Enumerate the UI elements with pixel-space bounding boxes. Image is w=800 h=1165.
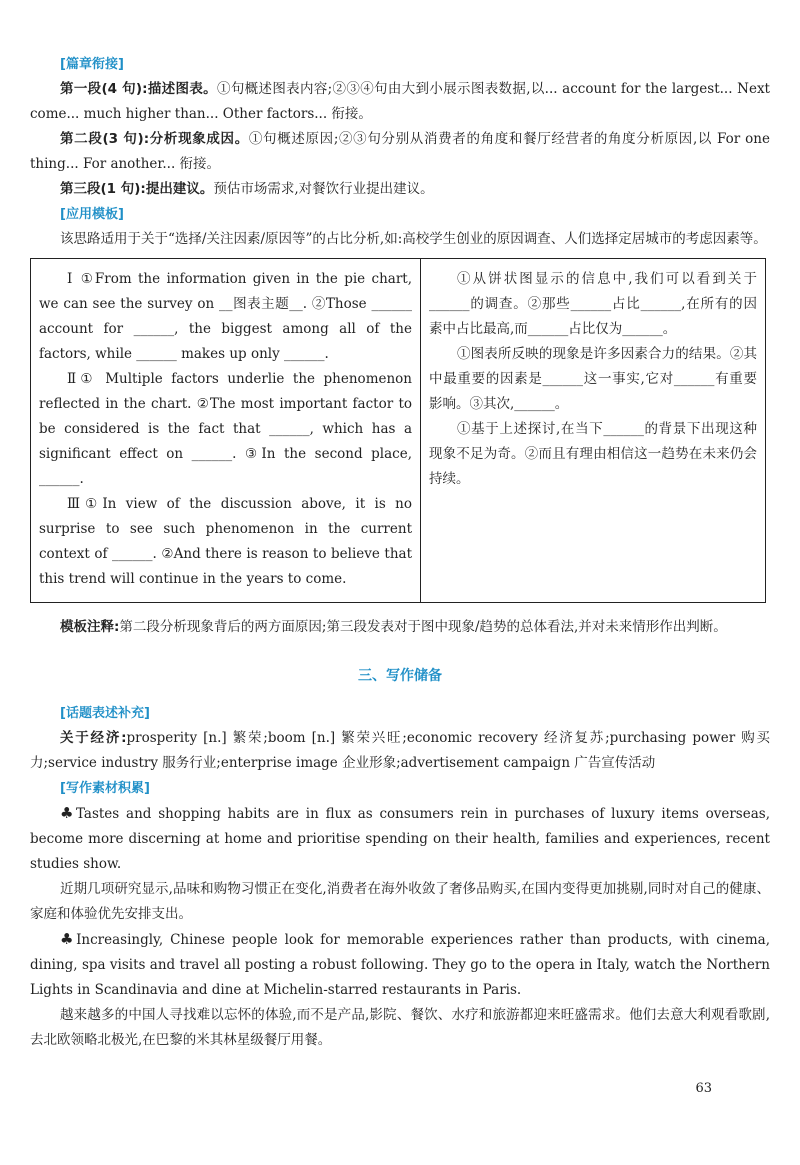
paragraph-3 <box>30 177 770 202</box>
section-tag-topic: [话题表述补充] <box>60 706 150 721</box>
application-intro: 该思路适用于关于“选择/关注因素/原因等”的占比分析,如:高校学生创业的原因调查、人们选择定居城市的考虑因素等。 <box>60 231 767 247</box>
section-tag-application: [应用模板] <box>60 207 124 222</box>
section-tag-material: [写作素材积累] <box>60 781 150 796</box>
paragraph-1 <box>30 77 770 127</box>
template-note-label: 模板注释: <box>60 619 120 635</box>
p3-text: 预估市场需求,对餐饮行业提出建议。 <box>213 181 434 197</box>
template-zh-para-2: ①图表所反映的现象是许多因素合力的结果。②其中最重要的因素是______这一事实,它对______有重要影响。③其次,______。 <box>429 346 757 412</box>
material-item-1-zh: 近期几项研究显示,品味和购物习惯正在变化,消费者在海外收敛了奢侈品购买,在国内变得更加挑剔,同时对自己的健康、家庭和体验优先安排支出。 <box>30 881 770 922</box>
p2-text: ①句概述原因;②③句分别从消费者的角度和餐厅经营者的角度分析原因,以 For one thing... For another... 衔接。 <box>30 131 770 172</box>
material-item-2-zh: 越来越多的中国人寻找难以忘怀的体验,而不是产品,影院、餐饮、水疗和旅游都迎来旺盛需求。他们去意大利观看歌剧,去北欧领略北极光,在巴黎的米其林星级餐厅用餐。 <box>30 1007 770 1048</box>
template-chinese-column <box>421 259 765 602</box>
material-item-1-en: ♣Tastes and shopping habits are in flux as consumers rein in purchases of luxury items overseas, become more discerning at home and prioritise spending on their health, families and experiences, recent studies show. <box>30 804 770 872</box>
template-english-column <box>31 259 421 602</box>
p1-label: 第一段(4 句):描述图表。 <box>60 81 217 97</box>
p3-label: 第三段(1 句):提出建议。 <box>60 181 214 197</box>
template-en-para-1: Ⅰ ①From the information given in the pie chart, we can see the survey on __图表主题__. ②Those ______ account for ______, the biggest among all of the factors, while ______ makes up only ______. <box>39 271 412 362</box>
p1-text: ①句概述图表内容;②③④句由大到小展示图表数据,以... account for the largest... Next come... much higher than... Other factors... 衔接。 <box>30 81 770 122</box>
template-note <box>30 615 770 640</box>
paragraph-2 <box>30 127 770 177</box>
page-number: 63 <box>695 1081 712 1096</box>
template-table <box>30 258 766 603</box>
club-icon: ♣ <box>60 930 77 948</box>
template-en-para-3: Ⅲ①In view of the discussion above, it is no surprise to see such phenomenon in the current context of ______. ②And there is reason to believe that this trend will continue in the years to come. <box>39 496 412 587</box>
section-tag-chapter-link: [篇章衔接] <box>60 57 124 72</box>
p2-label: 第二段(3 句):分析现象成因。 <box>60 131 249 147</box>
page-content <box>30 52 770 1053</box>
topic-paragraph <box>30 726 770 776</box>
material-item-2-en: ♣Increasingly, Chinese people look for memorable experiences rather than products, with cinema, dining, spa visits and travel all posting a robust following. They go to the opera in Italy, watch the Northern Lights in Scandinavia and dine at Michelin-starred restaurants in Paris. <box>30 930 770 998</box>
template-zh-para-1: ①从饼状图显示的信息中,我们可以看到关于______的调查。②那些______占比______,在所有的因素中占比最高,而______占比仅为______。 <box>429 271 757 337</box>
template-zh-para-3: ①基于上述探讨,在当下______的背景下出现这种现象不足为奇。②而且有理由相信这一趋势在未来仍会持续。 <box>429 421 757 487</box>
topic-label: 关于经济: <box>60 730 127 746</box>
section-heading: 三、写作储备 <box>358 668 442 684</box>
topic-text: prosperity [n.] 繁荣;boom [n.] 繁荣兴旺;economic recovery 经济复苏;purchasing power 购买力;service industry 服务行业;enterprise image 企业形象;advertisement campaign 广告宣传活动 <box>30 730 770 771</box>
template-en-para-2: Ⅱ① Multiple factors underlie the phenomenon reflected in the chart. ②The most important factor to be considered is the fact that ______, which has a significant effect on ______. ③In the second place, ______. <box>39 371 412 487</box>
template-note-text: 第二段分析现象背后的两方面原因;第三段发表对于图中现象/趋势的总体看法,并对未来情形作出判断。 <box>119 619 727 635</box>
club-icon: ♣ <box>60 804 76 822</box>
